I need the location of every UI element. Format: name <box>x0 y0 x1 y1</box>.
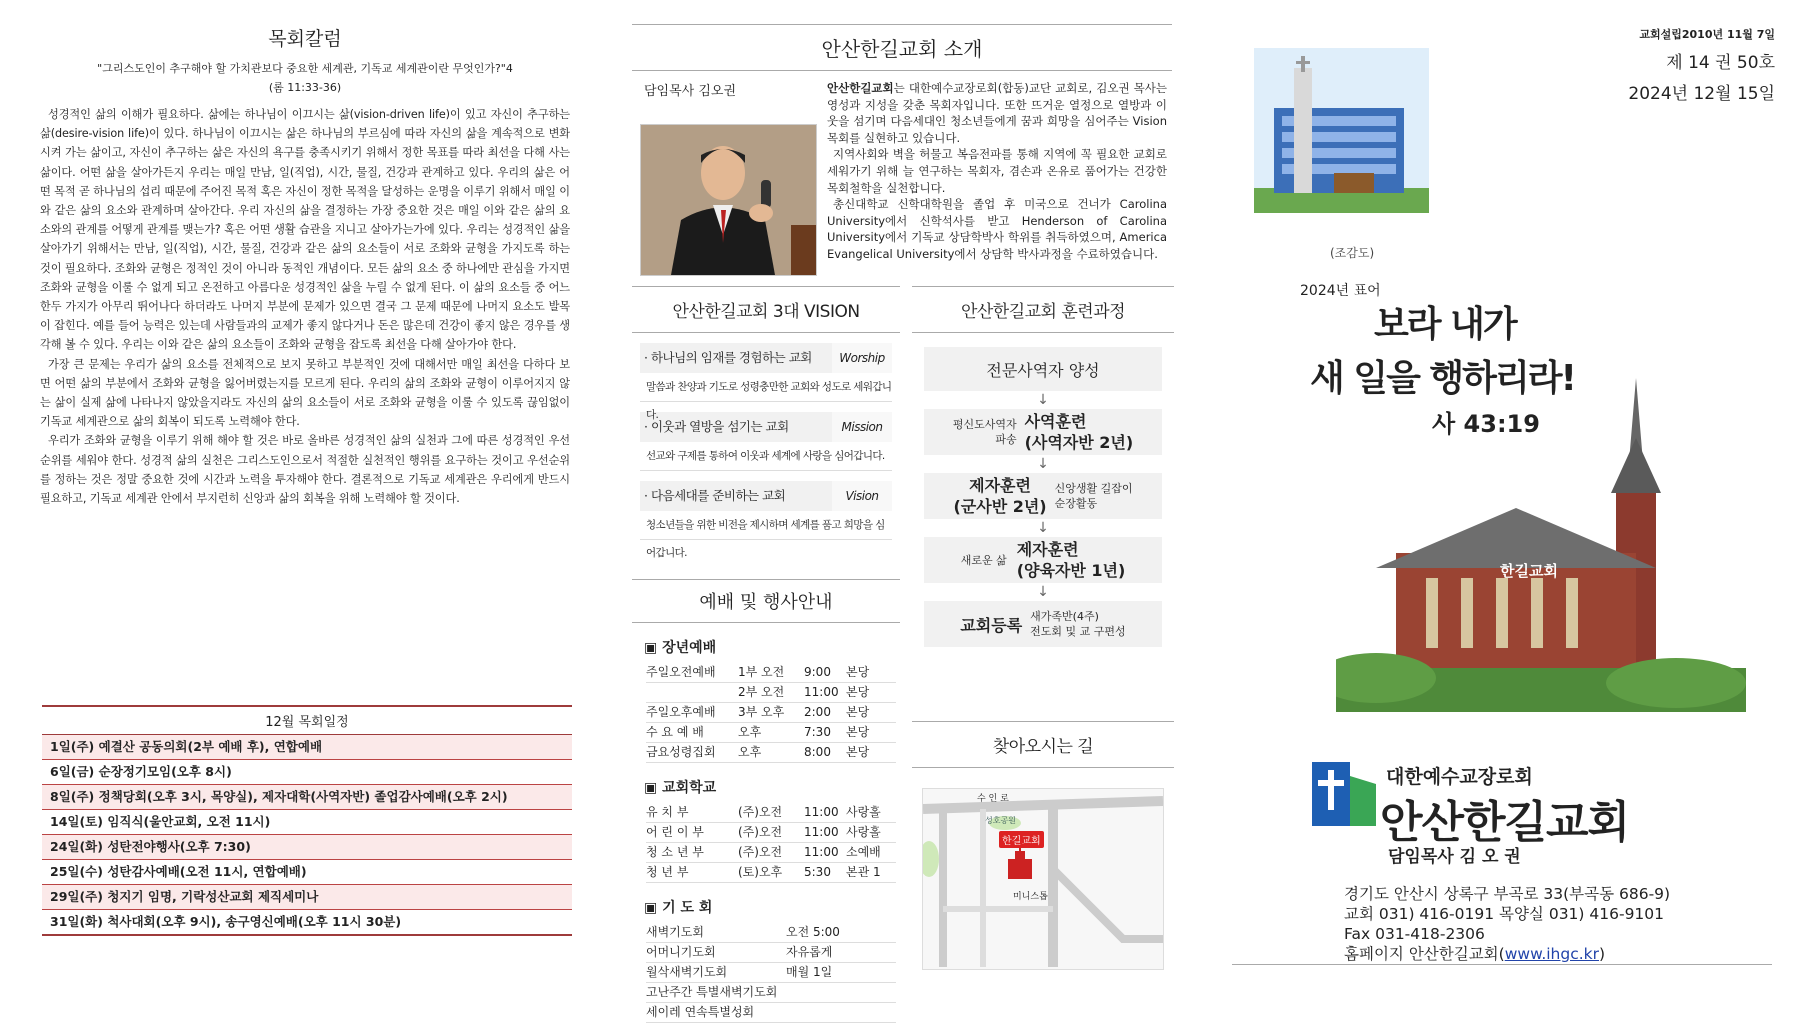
church-name: 안산한길교회 <box>1380 797 1630 848</box>
sketch-caption: (조감도) <box>1330 246 1375 260</box>
schedule-item: 6일(금) 순장정기모임(오후 8시) <box>42 760 572 785</box>
training-step-main <box>1017 539 1126 581</box>
directions-title: 찾아오시는 길 <box>912 721 1174 768</box>
worship-cell: (토)오후 <box>738 865 783 879</box>
worship-title: 예배 및 행사안내 <box>632 579 900 623</box>
intro-text <box>827 80 1167 263</box>
down-arrow-icon: ↓ <box>1037 520 1049 536</box>
column-paragraph: 성경적인 삶의 이해가 필요하다. 삶에는 하나님이 이끄시는 삶(vision-driven life)이 있고 자신이 추구하는 삶(desire-vision life)이 있다. 하나님이 이끄시는 삶은 하나님의 부르심에 따라 자신의 삶을 계속적으로 변화시켜 가는 삶이고, 자신이 추구하는 삶은 자신의 욕구를 충족시키기 위해서 정한 목표를 따라 최선을 다해 사는 삶이다. 어떤 삶을 살아가든지 우리는 매일 만남, 일(직업), 시간, 물질, 건강과 관계하고 있다. 우리의 삶은 어떤 목적 곧 하나님의 섭리 때문에 주어진 목적 혹은 자신이 정한 목적을 달성하는 운명을 이루기 위해서 매일 이와 같은 삶의 요소와 관계하며 살아간다. 우리 자신의 삶을 결정하는 가장 중요한 것은 매일 이와 같은 삶의 요소와의 관계를 어떻게 관계를 맺는가? 혹은 어떤 생활 습관을 지니고 살아가는가에 있다. 우리는 성경적인 삶을 살아가기 위해서는 만남, 일(직업), 시간, 물질, 건강과 같은 삶의 요소들이 서로 조화와 균형을 가지도록 하는 것이 필요하다. 조화와 균형은 정적인 것이 아니라 동적인 개념이다. 모든 삶의 요소 중 하나에만 관심을 가지면 조화와 균형을 이룰 수 없게 되고 온전하고 아름다운 성경적인 삶을 누릴 수 없게 된다. 이 삶의 요소들 중 어느 한두 가지가 아무리 뛰어나다 하더라도 나머지 부분에 문제가 있으면 결국 그 문제 때문에 나머지 요소도 발목이 잡힌다. 예를 들어 능력은 있는데 사람들과의 교제가 좋지 않다거나 돈은 많은데 건강이 좋지 않은 경우를 생각해 볼 수 있다. 우리는 이와 같은 삶의 요소들이 조화와 균형을 잡도록 최선을 다해 살아가야 한다. <box>40 108 570 352</box>
worship-cell: 수 요 예 배 <box>646 725 704 739</box>
training-step <box>924 537 1162 583</box>
schedule-title: 12월 목회일정 <box>42 705 572 735</box>
worship-cell: 어머니기도회 <box>646 945 716 959</box>
worship-cell: 주일오전예배 <box>646 665 716 679</box>
column-body <box>40 105 570 508</box>
worship-cell: 11:00 <box>804 805 839 819</box>
intro-title: 안산한길교회 소개 <box>632 24 1172 71</box>
map-label-road: 수 인 로 <box>977 794 1009 804</box>
worship-row <box>646 663 896 683</box>
worship-cell: 9:00 <box>804 665 831 679</box>
worship-cell: (주)오전 <box>738 825 783 839</box>
training-step-main-line: 제자훈련 <box>969 476 1031 495</box>
training-step-main-line: 사역훈련 <box>1024 412 1087 431</box>
worship-cell: 본당 <box>846 745 870 759</box>
founded-date: 교회설립2010년 11월 7일 <box>1639 28 1775 41</box>
schedule-item: 1일(주) 예결산 공동의회(2부 예배 후), 연합예배 <box>42 735 572 760</box>
vision-section <box>632 286 900 559</box>
vision-desc: 청소년들을 위한 비전을 제시하며 세계를 품고 희망을 심어갑니다. <box>640 511 892 540</box>
worship-row <box>646 983 896 1003</box>
worship-cell: 11:00 <box>804 685 839 699</box>
church-building-image <box>1336 378 1746 712</box>
worship-cell: 본당 <box>846 705 870 719</box>
training-step-prefix-line: 평신도사역자 <box>952 418 1017 431</box>
worship-cell <box>786 1003 894 1022</box>
motto-verse: 사 43:19 <box>1432 410 1540 438</box>
homepage-label: 홈페이지 안산한길교회( <box>1344 945 1505 963</box>
worship-cell: 8:00 <box>804 745 831 759</box>
worship-cell: 사랑홀 <box>846 825 881 839</box>
vision-tag: Mission <box>832 412 892 442</box>
church-sign: 한길교회 <box>1500 562 1558 580</box>
training-step-main: 교회등록 <box>960 615 1023 635</box>
worship-row <box>646 863 896 883</box>
worship-cell: 유 치 부 <box>646 805 689 819</box>
column-title: 목회칼럼 <box>268 28 342 50</box>
training-step-main <box>1025 411 1134 453</box>
worship-cell: 오전 5:00 <box>786 925 840 939</box>
directions-map <box>922 788 1164 970</box>
church-intro-column <box>632 24 1172 1019</box>
schedule-item: 29일(주) 청지기 임명, 기락성산교회 제직세미나 <box>42 885 572 910</box>
column-paragraph: 우리가 조화와 균형을 이루기 위해 해야 할 것은 바로 올바른 성경적인 삶의 실천과 그에 따른 성경적인 우선순위를 세워야 한다. 성경적 삶의 실천은 그리스도인으로서 적절한 실천적인 행위를 요구하는 것이고 우선순위를 정하는 것은 정말 중요한 것에 시간과 노력을 투자해야 한다. 결론적으로 기독교 세계관은 우리에게 반드시 필요하고, 기독교 세계관 안에서 부지런히 신앙과 삶의 회복을 위해 노력해야 할 것이다. <box>40 434 570 506</box>
worship-cell: 2부 오전 <box>738 685 785 699</box>
worship-cell: 금요성령집회 <box>646 745 716 759</box>
worship-cell: 세이레 연속특별성회 <box>646 1005 755 1019</box>
worship-cell: 2:00 <box>804 705 831 719</box>
worship-cell: 본당 <box>846 685 870 699</box>
worship-row <box>646 1003 896 1023</box>
worship-cell <box>786 983 894 1002</box>
worship-cell: 5:30 <box>804 865 831 879</box>
map-label-church: 한길교회 <box>999 831 1044 848</box>
column-scripture-ref: (롬 11:33-36) <box>268 81 342 94</box>
training-step-main-line: (양육자반 1년) <box>1016 561 1126 580</box>
vision-label: · 다음세대를 준비하는 교회 <box>644 488 786 503</box>
vision-label: · 이웃과 열방을 섬기는 교회 <box>644 419 789 434</box>
training-step-suffix <box>1030 609 1126 639</box>
training-step-suffix-line: 전도회 및 교 구편성 <box>1030 625 1126 638</box>
training-step-suffix-line: 순장활동 <box>1054 497 1098 510</box>
training-step-prefix: 새로운 삶 <box>960 554 1007 567</box>
worship-cell: 청 소 년 부 <box>646 845 704 859</box>
training-step-label: 전문사역자 양성 <box>986 360 1100 380</box>
training-step-suffix <box>1055 481 1133 511</box>
worship-cell: (주)오전 <box>738 805 783 819</box>
vision-title: 안산한길교회 3대 VISION <box>632 286 900 333</box>
church-school-list <box>632 803 900 883</box>
training-step-main-line: (군사반 2년) <box>953 497 1047 516</box>
vision-desc: 말씀과 찬양과 기도로 성령충만한 교회와 성도로 세워갑니다. <box>640 373 892 402</box>
training-step <box>924 347 1162 391</box>
vision-item <box>640 343 892 373</box>
map-label-park: 성호공원 <box>985 816 1016 825</box>
worship-subsection-prayer: ▣ 기 도 회 <box>644 900 713 916</box>
training-title: 안산한길교회 훈련과정 <box>912 286 1174 333</box>
worship-row <box>646 743 896 763</box>
motto-line2: 새 일을 행하리라! <box>1310 358 1575 399</box>
worship-cell: 오후 <box>738 725 762 739</box>
vision-tag: Worship <box>832 343 892 373</box>
vision-item <box>640 412 892 442</box>
pastor-label: 담임목사 김오권 <box>644 84 737 99</box>
training-step <box>924 601 1162 647</box>
worship-row <box>646 703 896 723</box>
worship-row <box>646 723 896 743</box>
worship-cell: 사랑홀 <box>846 805 881 819</box>
column-paragraph: 가장 큰 문제는 우리가 삶의 요소를 전체적으로 보지 못하고 부분적인 것에 대해서만 매일 최선을 다하다 보면 어떤 삶의 부분에서 조화와 균형을 잃어버렸는지를 모르게 된다. 우리의 삶의 조화와 균형이 이루어지지 않는 삶이 실제 삶에 나타나지 않았을지라도 자신의 삶의 요소들이 서로 조화와 균형을 이룰 수 있도록 끊임없이 기독교 세계관으로 삶의 회복이 되도록 노력해야 한다. <box>40 357 570 429</box>
schedule-item: 8일(주) 정책당회(오후 3시, 목양실), 제자대학(사역자반) 졸업감사예배(오후 2시) <box>42 785 572 810</box>
worship-cell: 어 린 이 부 <box>646 825 704 839</box>
intro-paragraph: 지역사회와 벽을 허물고 복음전파를 통해 지역에 꼭 필요한 교회로 세워가기 위해 늘 연구하는 목회자, 겸손과 온유로 품어가는 건강한 목회철학을 실천합니다. <box>827 147 1167 195</box>
worship-row <box>646 943 896 963</box>
contact-info <box>1344 884 1670 964</box>
publication-info <box>1628 26 1775 104</box>
worship-cell: (주)오전 <box>738 845 783 859</box>
worship-cell: 새벽기도회 <box>646 925 704 939</box>
worship-cell: 11:00 <box>804 825 839 839</box>
vision-desc: 선교와 구제를 통하여 이웃과 세계에 사랑을 심어갑니다. <box>640 442 892 471</box>
prayer-meeting-list <box>632 923 900 1023</box>
training-step-main-line: (사역자반 2년) <box>1024 433 1134 452</box>
worship-cell: 본관 1 <box>846 865 881 879</box>
vision-tag: Vision <box>832 481 892 511</box>
schedule-item: 14일(토) 임직식(울안교회, 오전 11시) <box>42 810 572 835</box>
training-step-main-line: 제자훈련 <box>1016 540 1079 559</box>
worship-row <box>646 683 896 703</box>
worship-cell: 월삭새벽기도회 <box>646 965 728 979</box>
training-section <box>912 286 1174 647</box>
vision-label: · 하나님의 임재를 경험하는 교회 <box>644 350 812 365</box>
phone-numbers: 교회 031) 416-0191 목양실 031) 416-9101 <box>1344 905 1665 923</box>
worship-cell: 매월 1일 <box>786 965 833 979</box>
worship-subsection-adult: ▣ 장년예배 <box>644 640 717 656</box>
pastor-photo <box>640 124 817 276</box>
schedule-item: 25일(수) 성탄감사예배(오전 11시, 연합예배) <box>42 860 572 885</box>
training-step-suffix-line: 새가족반(4주) <box>1030 610 1099 623</box>
homepage-close: ) <box>1599 945 1606 963</box>
worship-row <box>646 923 896 943</box>
column-quote: "그리스도인이 추구해야 할 가치관보다 중요한 세계관, 기독교 세계관이란 무엇인가?"4 <box>97 62 513 75</box>
motto-line1: 보라 내가 <box>1374 304 1516 345</box>
pastor-photo-image <box>641 125 816 275</box>
worship-row <box>646 803 896 823</box>
worship-cell: 본당 <box>846 665 870 679</box>
homepage-link[interactable]: www.ihgc.kr <box>1504 945 1600 963</box>
training-step-prefix <box>953 417 1017 447</box>
worship-subsection-school: ▣ 교회학교 <box>644 780 717 796</box>
down-arrow-icon: ↓ <box>1037 584 1049 600</box>
worship-section <box>632 579 900 1023</box>
pastoral-column <box>40 18 570 508</box>
december-schedule <box>42 705 572 936</box>
down-arrow-icon: ↓ <box>1037 456 1049 472</box>
bottom-divider <box>1232 964 1772 965</box>
volume-number: 제 14 권 50호 <box>1666 53 1775 73</box>
intro-paragraph: 총신대학교 신학대학원을 졸업 후 미국으로 건너가 Carolina University에서 신학석사를 받고 Henderson of Carolina University에서 기독교 상담학박사 학위를 취득하였으며, America Evangelical University에서 상담학 박사과정을 수료하였습니다. <box>827 197 1167 261</box>
schedule-item: 24일(화) 성탄전야행사(오후 7:30) <box>42 835 572 860</box>
worship-cell: 11:00 <box>804 845 839 859</box>
map-image <box>923 789 1163 967</box>
worship-cell: 주일오후예배 <box>646 705 716 719</box>
building-rendering-image <box>1254 48 1429 213</box>
worship-cell <box>646 683 738 702</box>
homepage <box>1344 944 1670 964</box>
issue-date: 2024년 12월 15일 <box>1628 84 1775 104</box>
directions-section <box>912 721 1174 970</box>
worship-cell: 고난주간 특별새벽기도회 <box>646 985 778 999</box>
intro-paragraph-rest: 는 대한예수교장로회(합동)교단 교회로, 김오권 목사는 영성과 지성을 갖춘 목회자입니다. 또한 뜨거운 열정으로 열방과 이웃을 섬기며 다음세대인 청소년들에게 꿈과 희망을 심어주는 Vision목회를 실현하고 있습니다. <box>827 81 1167 145</box>
worship-cell: 소예배 <box>846 845 881 859</box>
fax-number: Fax 031-418-2306 <box>1344 925 1485 943</box>
church-logo-icon <box>1312 762 1376 826</box>
worship-row <box>646 963 896 983</box>
training-step <box>924 473 1162 519</box>
training-step <box>924 409 1162 455</box>
worship-cell: 7:30 <box>804 725 831 739</box>
worship-cell: 본당 <box>846 725 870 739</box>
denomination: 대한예수교장로회 <box>1386 766 1533 788</box>
down-arrow-icon: ↓ <box>1037 392 1049 408</box>
training-step-main <box>953 475 1046 517</box>
training-step-suffix-line: 신앙생활 길잡이 <box>1054 482 1133 495</box>
worship-cell: 3부 오후 <box>738 705 785 719</box>
map-label-mart: 미니스톱 <box>1013 892 1048 902</box>
senior-pastor: 담임목사 김 오 권 <box>1388 847 1521 867</box>
worship-cell: 오후 <box>738 745 762 759</box>
training-step-prefix-line: 파송 <box>995 433 1017 446</box>
worship-row <box>646 823 896 843</box>
intro-church-name: 안산한길교회 <box>827 81 894 95</box>
worship-cell: 1부 오전 <box>738 665 785 679</box>
address: 경기도 안산시 상록구 부곡로 33(부곡동 686-9) <box>1344 885 1671 903</box>
worship-cell: 청 년 부 <box>646 865 689 879</box>
vision-item <box>640 481 892 511</box>
adult-worship-list <box>632 663 900 763</box>
worship-row <box>646 843 896 863</box>
schedule-list <box>42 735 572 936</box>
motto-year: 2024년 표어 <box>1300 283 1381 299</box>
worship-cell: 자유롭게 <box>786 945 833 959</box>
schedule-item: 31일(화) 척사대회(오후 9시), 송구영신예배(오후 11시 30분) <box>42 910 572 936</box>
intro-paragraph <box>827 80 1167 146</box>
